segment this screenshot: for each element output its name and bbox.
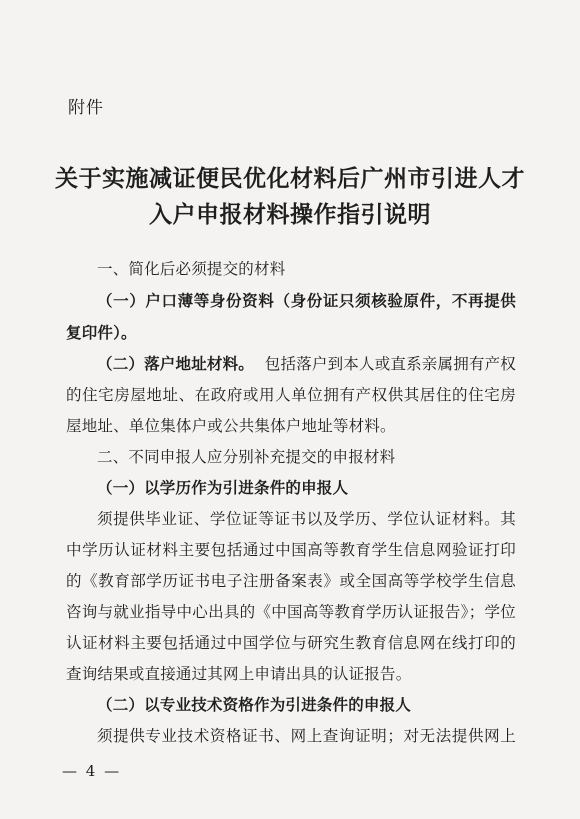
section-1-item-1-line-2: 复印件）。 xyxy=(66,323,137,342)
document-title-line-1: 关于实施减证便民优化材料后广州市引进人才 xyxy=(55,166,525,192)
section-2-para-1-line-2: 中学历认证材料主要包括通过中国高等教育学生信息网验证打印 xyxy=(66,541,516,559)
section-2-item-2-heading: （二）以专业技术资格作为引进条件的申报人 xyxy=(97,695,412,714)
section-1-item-2-line-1 xyxy=(97,353,516,375)
section-1-item-2-rest: 包括落户到本人或直系亲属拥有产权 xyxy=(264,355,516,373)
section-2-para-1-line-1: 须提供毕业证、学位证等证书以及学历、学位认证材料。其 xyxy=(97,510,516,528)
section-1-item-2-line-2: 的住宅房屋地址、在政府或用人单位拥有产权供其居住的住宅房 xyxy=(66,386,516,404)
section-2-para-1-line-5: 认证材料主要包括通过中国学位与研究生教育信息网在线打印的 xyxy=(66,634,516,652)
section-1-item-2-line-3: 屋地址、单位集体户或公共集体户地址等材料。 xyxy=(66,417,396,435)
page-number: — 4 — xyxy=(62,762,122,780)
section-2-item-1-heading: （一）以学历作为引进条件的申报人 xyxy=(97,478,349,497)
section-1-item-1-line-1: （一）户口薄等身份资料（身份证只须核验原件，不再提供 xyxy=(97,291,516,310)
section-2-heading: 二、不同申报人应分别补充提交的申报材料 xyxy=(97,448,396,466)
section-1-heading: 一、简化后必须提交的材料 xyxy=(97,260,286,278)
section-2-para-1-line-4: 咨询与就业指导中心出具的《中国高等教育学历认证报告》；学位 xyxy=(66,603,516,621)
section-2-para-1-line-3: 的《教育部学历证书电子注册备案表》或全国高等学校学生信息 xyxy=(66,572,516,590)
document-title-line-2: 入户申报材料操作指引说明 xyxy=(149,202,431,228)
section-1-item-2-lead: （二）落户地址材料。 xyxy=(97,354,255,373)
section-2-para-2-line-1: 须提供专业技术资格证书、网上查询证明；对无法提供网上 xyxy=(97,727,516,745)
section-2-para-1-line-6: 查询结果或直接通过其网上申请出具的认证报告。 xyxy=(66,665,412,683)
attachment-label: 附件 xyxy=(68,98,104,118)
